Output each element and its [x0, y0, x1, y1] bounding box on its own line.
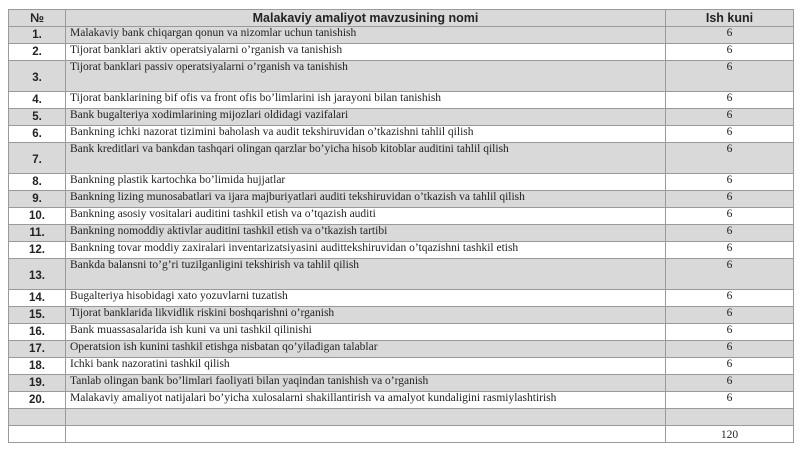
row-topic: Bankda balansni to’g’ri tuzilganligini tekshirish va tahlil qilish — [66, 259, 666, 290]
row-number: 3. — [9, 61, 66, 92]
table-row — [9, 341, 794, 358]
row-days: 6 — [666, 324, 794, 341]
row-topic: Malakaviy amaliyot natijalari bo’yicha xulosalarni shakillantirish va amalyot kundaligini rasmiylashtirish — [66, 392, 666, 409]
empty-cell — [9, 409, 66, 426]
row-number: 9. — [9, 191, 66, 208]
row-number: 17. — [9, 341, 66, 358]
row-topic: Ichki bank nazoratini tashkil qilish — [66, 358, 666, 375]
row-days: 6 — [666, 392, 794, 409]
row-topic: Bankning ichki nazorat tizimini baholash va audit tekshiruvidan o’tkazishni tahlil qilish — [66, 126, 666, 143]
row-topic: Bank bugalteriya xodimlarining mijozlari oldidagi vazifalari — [66, 109, 666, 126]
header-number: № — [9, 10, 66, 27]
row-topic: Tijorat banklarining bif ofis va front ofis bo’limlarini ish jarayoni bilan tanishish — [66, 92, 666, 109]
row-topic: Operatsion ish kunini tashkil etishga nisbatan qo’yiladigan talablar — [66, 341, 666, 358]
row-days: 6 — [666, 225, 794, 242]
row-number: 6. — [9, 126, 66, 143]
table-row — [9, 307, 794, 324]
row-days: 6 — [666, 174, 794, 191]
row-topic: Bankning tovar moddiy zaxiralari inventarizatsiyasini audittekshiruvidan o’tqazishni tashkil etish — [66, 242, 666, 259]
row-days: 6 — [666, 61, 794, 92]
row-topic: Bank muassasalarida ish kuni va uni tashkil qilinishi — [66, 324, 666, 341]
row-number: 19. — [9, 375, 66, 392]
row-number: 10. — [9, 208, 66, 225]
table-row — [9, 109, 794, 126]
row-days: 6 — [666, 191, 794, 208]
row-number: 14. — [9, 290, 66, 307]
table-row — [9, 44, 794, 61]
row-topic: Bankning plastik kartochka bo’limida hujjatlar — [66, 174, 666, 191]
header-topic-title: Malakaviy amaliyot mavzusining nomi — [66, 10, 666, 27]
row-topic: Bank kreditlari va bankdan tashqari olingan qarzlar bo’yicha hisob kitoblar auditini tahlil qilish — [66, 143, 666, 174]
table-row — [9, 290, 794, 307]
row-number: 8. — [9, 174, 66, 191]
row-days: 6 — [666, 290, 794, 307]
row-number: 13. — [9, 259, 66, 290]
row-number: 18. — [9, 358, 66, 375]
row-number: 11. — [9, 225, 66, 242]
row-topic: Bankning asosiy vositalari auditini tashkil etish va o’tqazish auditi — [66, 208, 666, 225]
empty-row — [9, 409, 794, 426]
row-days: 6 — [666, 358, 794, 375]
table-row — [9, 61, 794, 92]
row-days: 6 — [666, 242, 794, 259]
table-row — [9, 375, 794, 392]
table-row — [9, 126, 794, 143]
empty-cell — [666, 409, 794, 426]
row-topic: Tanlab olingan bank bo’limlari faoliyati bilan yaqindan tanishish va o’rganish — [66, 375, 666, 392]
row-number: 4. — [9, 92, 66, 109]
row-number: 2. — [9, 44, 66, 61]
table-row — [9, 225, 794, 242]
table-row — [9, 27, 794, 44]
row-topic: Malakaviy bank chiqargan qonun va nizomlar uchun tanishish — [66, 27, 666, 44]
table-row — [9, 242, 794, 259]
total-row — [9, 426, 794, 443]
table-row — [9, 143, 794, 174]
row-days: 6 — [666, 143, 794, 174]
table-header-row — [9, 10, 794, 27]
total-empty-cell — [9, 426, 66, 443]
row-topic: Bankning lizing munosabatlari va ijara majburiyatlari auditi tekshiruvidan o’tkazish va tahlil qilish — [66, 191, 666, 208]
table-row — [9, 174, 794, 191]
row-number: 5. — [9, 109, 66, 126]
row-topic: Tijorat banklari aktiv operatsiyalarni o’rganish va tanishish — [66, 44, 666, 61]
row-days: 6 — [666, 307, 794, 324]
row-days: 6 — [666, 375, 794, 392]
row-days: 6 — [666, 208, 794, 225]
row-topic: Bugalteriya hisobidagi xato yozuvlarni tuzatish — [66, 290, 666, 307]
row-number: 12. — [9, 242, 66, 259]
row-number: 7. — [9, 143, 66, 174]
row-number: 15. — [9, 307, 66, 324]
total-empty-cell — [66, 426, 666, 443]
row-days: 6 — [666, 126, 794, 143]
row-number: 16. — [9, 324, 66, 341]
practice-schedule-table — [8, 9, 794, 443]
row-days: 6 — [666, 341, 794, 358]
row-number: 1. — [9, 27, 66, 44]
row-number: 20. — [9, 392, 66, 409]
row-days: 6 — [666, 44, 794, 61]
total-work-days: 120 — [666, 426, 794, 443]
header-work-days: Ish kuni — [666, 10, 794, 27]
table-row — [9, 92, 794, 109]
table-row — [9, 191, 794, 208]
row-topic: Tijorat banklari passiv operatsiyalarni o’rganish va tanishish — [66, 61, 666, 92]
row-days: 6 — [666, 109, 794, 126]
row-days: 6 — [666, 27, 794, 44]
empty-cell — [66, 409, 666, 426]
row-topic: Tijorat banklarida likvidlik riskini boshqarishni o’rganish — [66, 307, 666, 324]
row-days: 6 — [666, 92, 794, 109]
table-row — [9, 392, 794, 409]
table-row — [9, 208, 794, 225]
row-topic: Bankning nomoddiy aktivlar auditini tashkil etish va o’tkazish tartibi — [66, 225, 666, 242]
table-row — [9, 358, 794, 375]
table-row — [9, 259, 794, 290]
row-days: 6 — [666, 259, 794, 290]
table-row — [9, 324, 794, 341]
